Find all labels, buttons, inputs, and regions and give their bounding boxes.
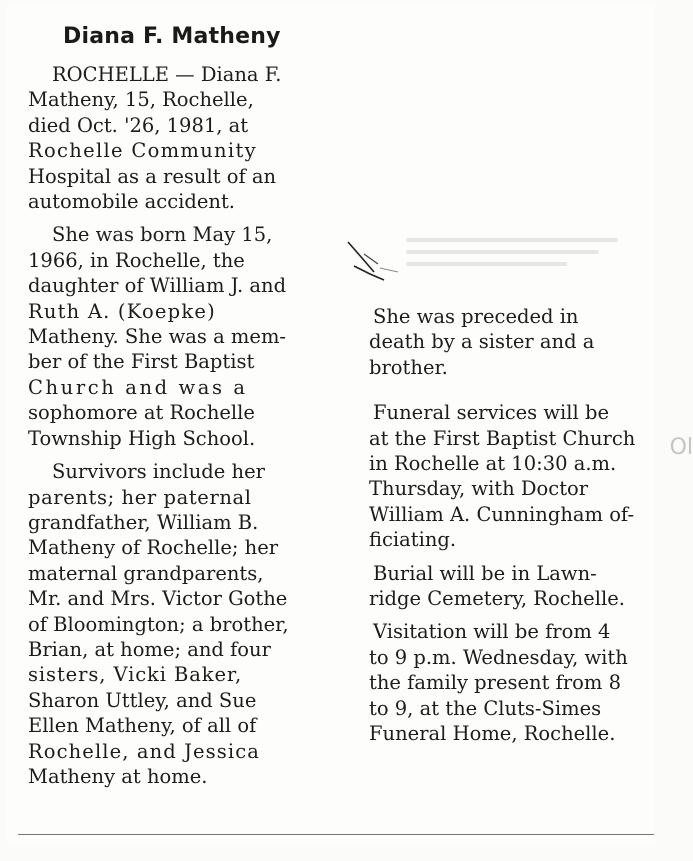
text-line: sophomore at Rochelle xyxy=(28,401,255,425)
text-line: William A. Cunningham of- xyxy=(369,502,635,526)
text-line: Matheny, 15, Rochelle, xyxy=(28,88,254,112)
text-line: Mr. and Mrs. Victor Gothe xyxy=(28,587,288,611)
text-line: Rochelle Community xyxy=(28,139,257,163)
text-line: She was born May 15, xyxy=(52,223,273,247)
text-line: Brian, at home; and four xyxy=(28,637,271,661)
text-line: died Oct. '26, 1981, at xyxy=(28,113,249,137)
text-line: ridge Cemetery, Rochelle. xyxy=(369,587,625,611)
paragraph-funeral-services xyxy=(369,400,639,552)
text-line: parents; her paternal xyxy=(28,485,252,509)
text-line: Rochelle, and Jessica xyxy=(28,739,260,763)
text-line: Visitation will be from 4 xyxy=(373,620,611,644)
text-line: ber of the First Baptist xyxy=(28,350,255,374)
text-line: Ruth A. (Koepke) xyxy=(28,299,216,323)
paragraph-death-notice xyxy=(28,62,318,214)
text-line: death by a sister and a xyxy=(369,330,595,354)
text-line: at the First Baptist Church xyxy=(369,426,636,450)
text-line: brother. xyxy=(369,355,448,379)
paragraph-visitation xyxy=(369,619,639,746)
text-line: Survivors include her xyxy=(52,460,265,484)
text-line: sisters, Vicki Baker, xyxy=(28,663,243,687)
left-text-column xyxy=(28,62,318,789)
paragraph-biography xyxy=(28,222,318,451)
obituary-headline: Diana F. Matheny xyxy=(63,24,281,49)
text-line: of Bloomington; a brother, xyxy=(28,612,289,636)
text-line: ROCHELLE — Diana F. xyxy=(52,63,282,86)
text-line: Hospital as a result of an xyxy=(28,164,277,188)
text-line: Funeral services will be xyxy=(373,401,609,425)
text-line: Thursday, with Doctor xyxy=(369,477,589,501)
text-line: to 9, at the Cluts-Simes xyxy=(369,696,602,720)
text-line: She was preceded in xyxy=(373,305,579,328)
text-line: Ellen Matheny, of all of xyxy=(28,714,257,738)
text-line: grandfather, William B. xyxy=(28,510,259,534)
text-line: to 9 p.m. Wednesday, with xyxy=(369,645,628,669)
text-line: Matheny. She was a mem- xyxy=(28,325,287,349)
text-line: Sharon Uttley, and Sue xyxy=(28,688,257,712)
text-line: in Rochelle at 10:30 a.m. xyxy=(369,452,617,476)
text-line: the family present from 8 xyxy=(369,671,622,695)
obituary-clipping xyxy=(6,4,654,844)
text-line: ficiating. xyxy=(369,528,457,552)
text-line: Township High School. xyxy=(28,426,256,450)
text-line: maternal grandparents, xyxy=(28,561,264,585)
text-line: Church and was a xyxy=(28,375,248,399)
text-line: Burial will be in Lawn- xyxy=(373,561,597,585)
paragraph-burial xyxy=(369,561,639,612)
text-line: Funeral Home, Rochelle. xyxy=(369,722,616,746)
text-line: 1966, in Rochelle, the xyxy=(28,248,245,272)
edge-fragment-text: Ol xyxy=(669,435,693,460)
text-line: Matheny at home. xyxy=(28,764,208,788)
bottom-rule xyxy=(18,834,654,835)
right-text-column xyxy=(369,304,639,747)
bleed-through-text xyxy=(406,230,636,285)
text-line: daughter of William J. and xyxy=(28,274,287,298)
text-line: Matheny of Rochelle; her xyxy=(28,536,279,560)
text-line: automobile accident. xyxy=(28,190,236,214)
paragraph-survivors xyxy=(28,459,318,789)
paragraph-preceded-in-death xyxy=(369,304,639,380)
handwritten-mark xyxy=(344,236,404,286)
